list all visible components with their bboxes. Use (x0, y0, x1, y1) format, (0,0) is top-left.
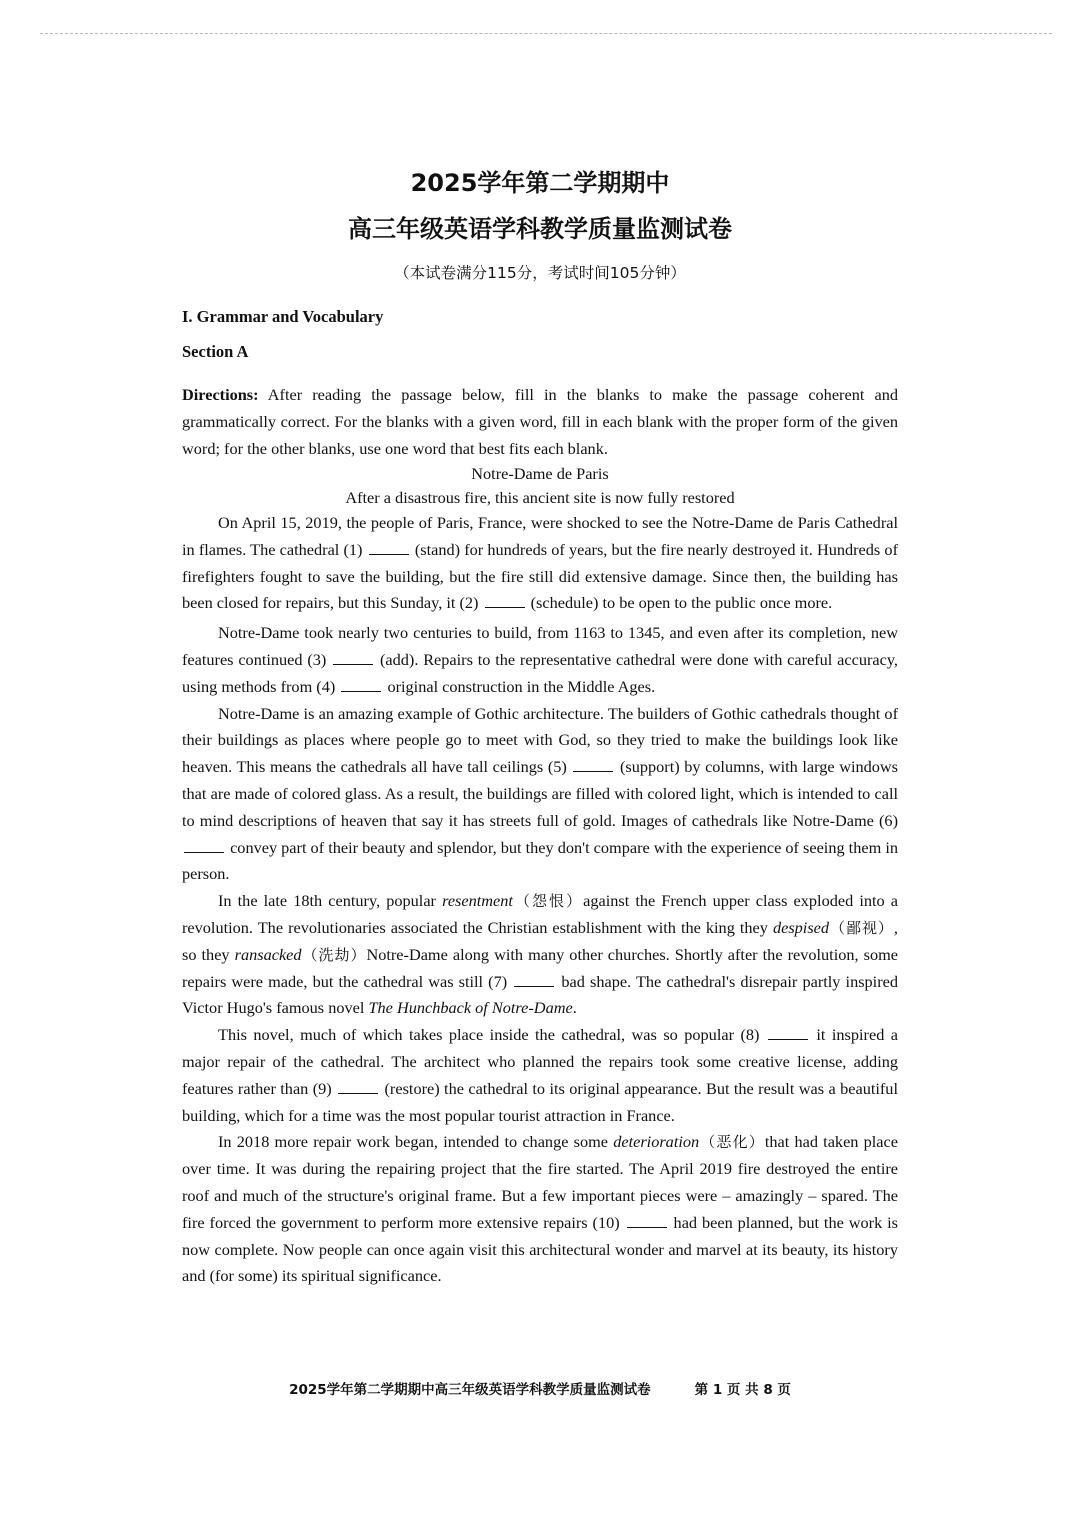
gloss-deterioration-cn: （恶化） (699, 1133, 765, 1152)
passage-paragraph-1 (182, 510, 898, 617)
blank-2 (485, 593, 525, 608)
p4-text-f: . (572, 998, 577, 1018)
directions-label: Directions: (182, 385, 259, 404)
p4-text-d: Notre-Dame along with many other churches. Shortly after the revolution, some repairs were made, but the cathedral was still (7) (182, 944, 898, 991)
directions-text: After reading the passage below, fill in the blanks to make the passage coherent and grammatically correct. For the blanks with a given word, fill in each blank with the proper form of the given word; for the other blanks, use one word that best fits each blank. (182, 385, 898, 458)
passage-paragraph-3 (182, 701, 898, 889)
blank-3 (333, 650, 373, 665)
gloss-ransacked: ransacked (234, 944, 302, 964)
p6-text-a: In 2018 more repair work began, intended to change some (218, 1132, 609, 1152)
p4-text-e: bad shape. The cathedral's disrepair partly inspired Victor Hugo's famous novel (182, 971, 898, 1018)
blank-4 (341, 677, 381, 692)
directions (182, 381, 898, 462)
p4-text-b: against the French upper class exploded into a revolution. The revolutionaries associated the Christian establishment with the king they (182, 891, 898, 937)
passage-paragraph-6 (182, 1129, 898, 1290)
footer-page-info: 第 1 页 共 8 页 (694, 1382, 791, 1398)
passage-paragraph-2 (182, 620, 898, 700)
blank-8 (768, 1025, 808, 1040)
p1-text-c: (schedule) to be open to the public once more. (530, 593, 833, 613)
p5-text-b: it inspired a major repair of the cathedral. The architect who planned the repairs took some creative license, adding features rather than (9) (182, 1025, 899, 1098)
section-heading: I. Grammar and Vocabulary (182, 307, 384, 326)
blank-6 (184, 838, 224, 853)
blank-1 (369, 540, 409, 555)
p3-text-b: (support) by columns, with large windows that are made of colored glass. As a result, the buildings are filled with colored light, which is intended to call to mind descriptions of heaven that say it has streets full of gold. Images of cathedrals like Notre-Dame (6) (182, 757, 898, 830)
gloss-resentment-cn: （怨恨） (512, 892, 584, 911)
gloss-despised-cn: （鄙视） (829, 918, 894, 937)
passage-subtitle: After a disastrous fire, this ancient site is now fully restored (345, 488, 735, 507)
gloss-despised: despised (772, 917, 830, 937)
p4-text-a: In the late 18th century, popular (218, 891, 436, 911)
passage-paragraph-4 (182, 888, 898, 1022)
exam-info: （本试卷满分115分，考试时间105分钟） (394, 264, 686, 282)
novel-title: The Hunchback of Notre-Dame (368, 998, 573, 1018)
section-sub-heading: Section A (182, 342, 249, 361)
p2-text-a: Notre-Dame took nearly two centuries to build, from 1163 to 1345, and even after its completion, new features continued (3) (182, 623, 898, 669)
passage-paragraph-5 (182, 1022, 898, 1129)
scan-top-edge (40, 33, 1052, 34)
passage-title: Notre-Dame de Paris (471, 464, 609, 483)
gloss-deterioration: deterioration (613, 1132, 700, 1152)
p5-text-c: (restore) the cathedral to its original appearance. But the result was a beautiful building, which for a time was the most popular tourist attraction in France. (182, 1078, 898, 1125)
p1-text-a: On April 15, 2019, the people of Paris, France, were shocked to see the Notre-Dame de Paris Cathedral in flames. The cathedral (1) (182, 513, 898, 559)
blank-5 (573, 757, 613, 772)
p6-text-c: had been planned, but the work is now complete. Now people can once again visit this architectural wonder and marvel at its beauty, its history and (for some) its spiritual significance. (182, 1212, 898, 1286)
footer-exam-name: 2025学年第二学期期中高三年级英语学科教学质量监测试卷 (289, 1382, 651, 1398)
p6-text-b: that had taken place over time. It was during the repairing project that the fire started. The April 2019 fire destroyed the entire roof and much of the structure's original frame. But a few important pieces were – amazingly – spared. The fire forced the government to perform more extensive repairs (10) (182, 1132, 898, 1232)
exam-title-line1: 2025学年第二学期期中 (410, 169, 670, 197)
p1-text-b: (stand) for hundreds of years, but the fire nearly destroyed it. Hundreds of firefighters fought to save the building, but the fire still did extensive damage. Since then, the building has been closed for repairs, but this Sunday, it (2) (182, 539, 898, 613)
gloss-ransacked-cn: （洗劫） (301, 945, 367, 964)
blank-9 (338, 1079, 378, 1094)
exam-page (182, 165, 898, 1290)
p2-text-b: (add). Repairs to the representative cathedral were done with careful accuracy, using methods from (4) (182, 649, 898, 696)
p5-text-a: This novel, much of which takes place inside the cathedral, was so popular (8) (218, 1025, 760, 1045)
p4-text-c: , so they (182, 917, 898, 964)
gloss-resentment: resentment (442, 891, 513, 911)
blank-7 (514, 972, 554, 987)
p3-text-a: Notre-Dame is an amazing example of Gothic architecture. The builders of Gothic cathedrals thought of their buildings as places where people go to meet with God, so they tried to make the buildings look like heaven. This means the cathedrals all have tall ceilings (5) (182, 703, 898, 777)
exam-title-line2: 高三年级英语学科教学质量监测试卷 (348, 215, 732, 243)
p3-text-c: convey part of their beauty and splendor, but they don't compare with the experience of seeing them in person. (182, 837, 898, 884)
page-footer (0, 1380, 1080, 1400)
blank-10 (627, 1213, 667, 1228)
p2-text-c: original construction in the Middle Ages. (387, 676, 656, 696)
